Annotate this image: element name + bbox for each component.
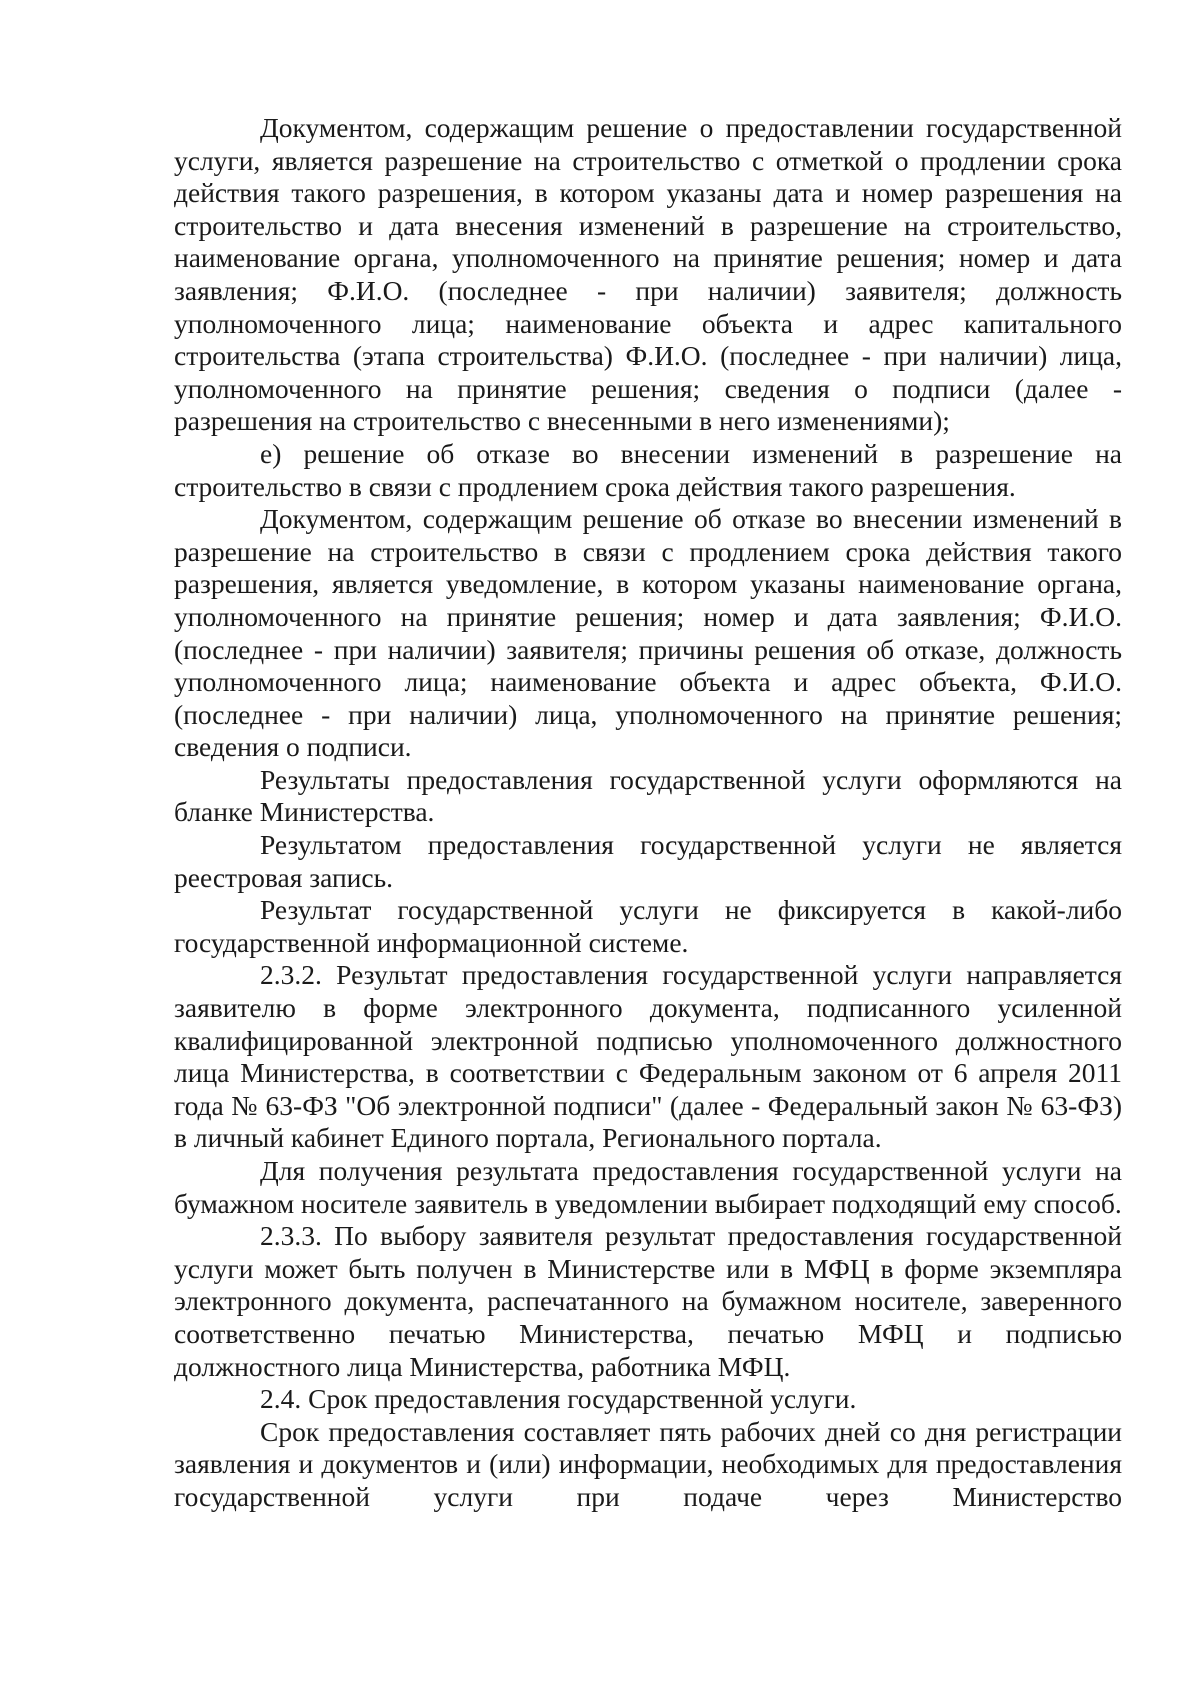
paragraph-information-system: Результат государственной услуги не фиксируется в какой-либо государственной информационной системе. bbox=[174, 894, 1122, 958]
document-body bbox=[174, 112, 1122, 1514]
paragraph-registry-entry: Результатом предоставления государственной услуги не является реестровая запись. bbox=[174, 829, 1122, 893]
paragraph-section-2-3-3: 2.3.3. По выбору заявителя результат предоставления государственной услуги может быть получен в Министерстве или в МФЦ в форме экземпляра электронного документа, распечатанного на бумажном носителе, заверенного соответственно печатью Министерства, печатью МФЦ и подписью должностного лица Министерства, работника МФЦ. bbox=[174, 1220, 1122, 1382]
paragraph-refusal-document: Документом, содержащим решение об отказе во внесении изменений в разрешение на строительство в связи с продлением срока действия такого разрешения, является уведомление, в котором указаны наименование органа, уполномоченного на принятие решения; номер и дата заявления; Ф.И.О. (последнее - при наличии) заявителя; причины решения об отказе, должность уполномоченного лица; наименование объекта и адрес объекта, Ф.И.О. (последнее - при наличии) лица, уполномоченного на принятие решения; сведения о подписи. bbox=[174, 503, 1122, 763]
paragraph-section-2-3-2: 2.3.2. Результат предоставления государственной услуги направляется заявителю в форме электронного документа, подписанного усиленной квалифицированной электронной подписью уполномоченного должностного лица Министерства, в соответствии с Федеральным законом от 6 апреля 2011 года № 63-ФЗ "Об электронной подписи" (далее - Федеральный закон № 63-ФЗ) в личный кабинет Единого портала, Регионального портала. bbox=[174, 959, 1122, 1154]
paragraph-refusal-decision: е) решение об отказе во внесении изменений в разрешение на строительство в связи с продлением срока действия такого разрешения. bbox=[174, 437, 1122, 502]
paragraph-paper-copy: Для получения результата предоставления государственной услуги на бумажном носителе заявитель в уведомлении выбирает подходящий ему способ. bbox=[174, 1155, 1122, 1219]
paragraph-service-term: Срок предоставления составляет пять рабочих дней со дня регистрации заявления и документов и (или) информации, необходимых для предоставления государственной услуги при подаче через Министерство bbox=[174, 1415, 1122, 1512]
paragraph-permit-document: Документом, содержащим решение о предоставлении государственной услуги, является разрешение на строительство с отметкой о продлении срока действия такого разрешения, в котором указаны дата и номер разрешения на строительство и дата внесения изменений в разрешение на строительство, наименование органа, уполномоченного на принятие решения; номер и дата заявления; Ф.И.О. (последнее - при наличии) заявителя; должность уполномоченного лица; наименование объекта и адрес капитального строительства (этапа строительства) Ф.И.О. (последнее - при наличии) лица, уполномоченного на принятие решения; сведения о подписи (далее - разрешения на строительство с внесенными в него изменениями); bbox=[174, 112, 1122, 437]
paragraph-ministry-form: Результаты предоставления государственной услуги оформляются на бланке Министерства. bbox=[174, 763, 1122, 828]
paragraph-section-2-4-heading: 2.4. Срок предоставления государственной услуги. bbox=[260, 1383, 857, 1415]
